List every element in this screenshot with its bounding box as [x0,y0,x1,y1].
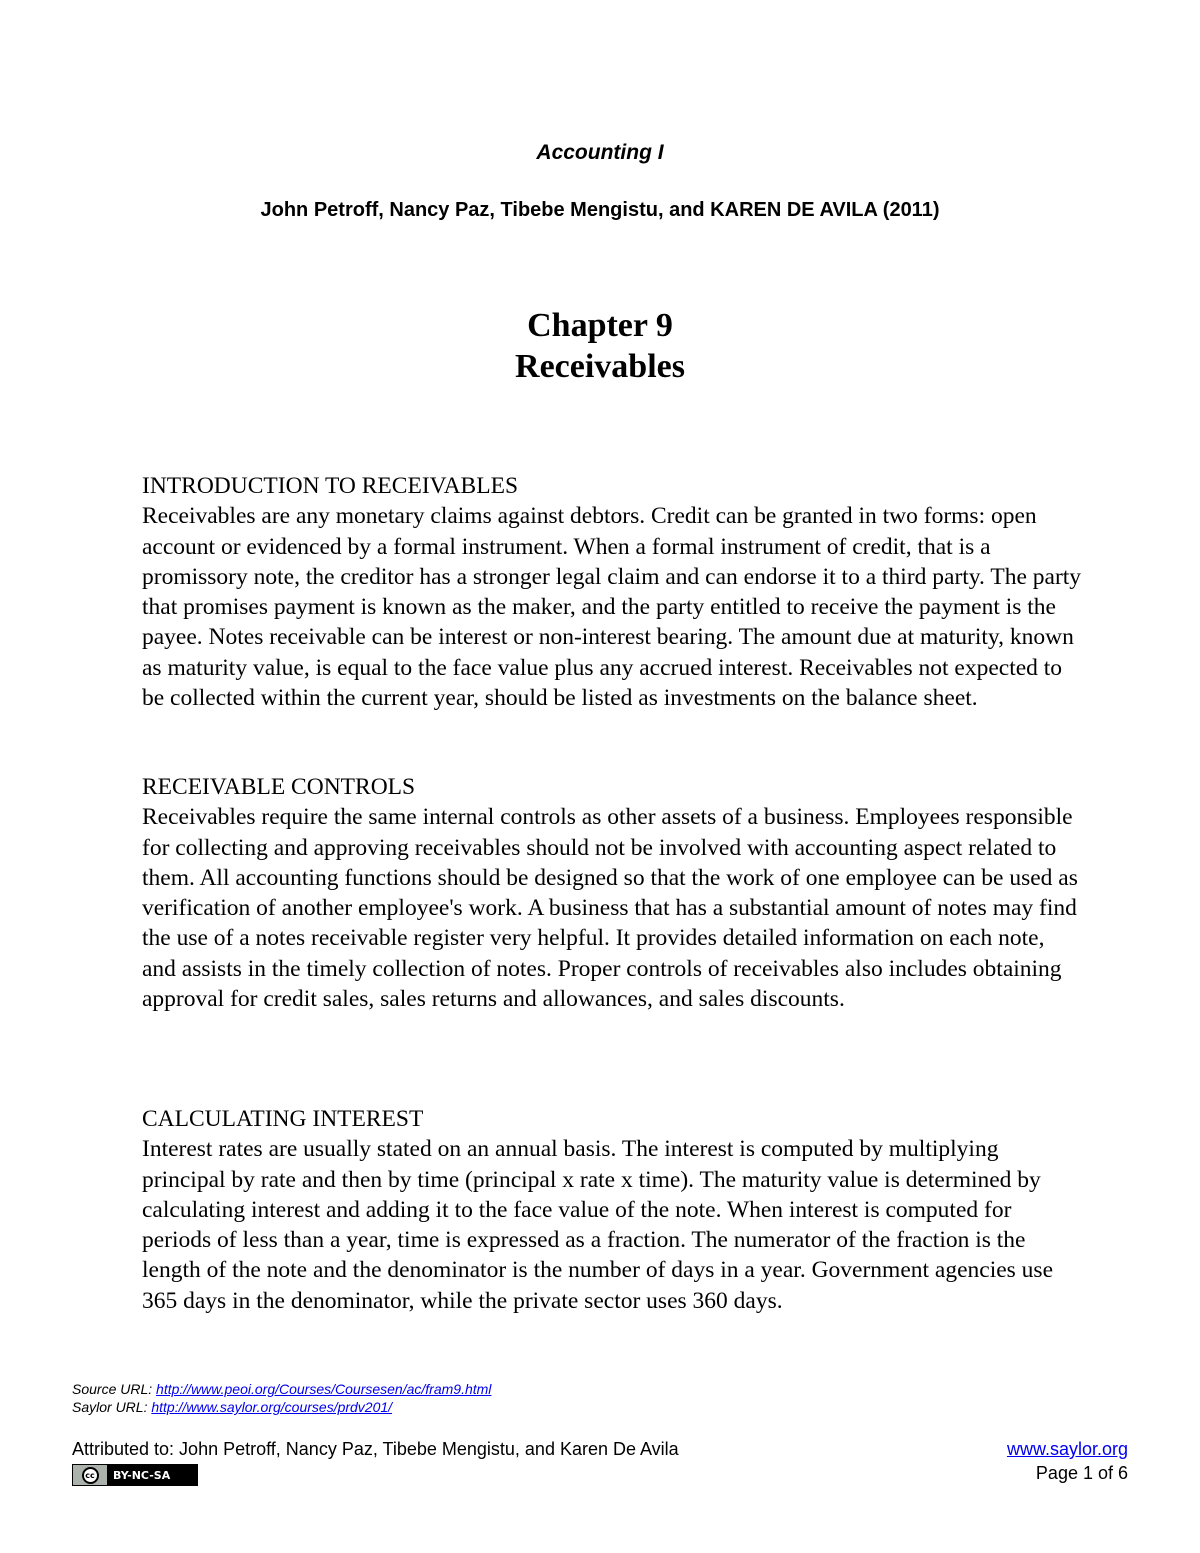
saylor-url-line [72,1398,491,1416]
section-body: Receivables require the same internal controls as other assets of a business. Employees responsible for collecting and approving receivables should not be involved with accounting aspect related to them. All accounting functions should be designed so that the work of one employee can be used as verification of another employee's work. A business that has a substantial amount of notes may find the use of a notes receivable register very helpful. It provides detailed information on each note, and assists in the timely collection of notes. Proper controls of receivables also includes obtaining approval for credit sales, sales returns and allowances, and sales discounts. [142,804,1078,1013]
license-badge[interactable] [72,1464,198,1486]
section-receivable-controls [142,772,1082,1014]
chapter-number: Chapter 9 [527,307,673,344]
cc-logo [73,1465,107,1485]
source-urls [72,1380,491,1416]
saylor-url-label: Saylor URL: [72,1399,152,1415]
attribution-text: Attributed to: John Petroff, Nancy Paz, Tibebe Mengistu, and Karen De Avila [72,1439,679,1459]
source-url-link[interactable]: http://www.peoi.org/Courses/Coursesen/ac/fram9.html [156,1381,492,1397]
saylor-url-link[interactable]: http://www.saylor.org/courses/prdv201/ [151,1399,393,1415]
section-heading: RECEIVABLE CONTROLS [142,774,416,800]
source-url-line [72,1380,491,1398]
section-introduction [142,471,1082,713]
section-body: Receivables are any monetary claims against debtors. Credit can be granted in two forms: open account or evidenced by a formal instrument. When a formal instrument of credit, that is a promissory note, the creditor has a stronger legal claim and can endorse it to a third party. The party that promises payment is known as the maker, and the party entitled to receive the payment is the payee. Notes receivable can be interest or non-interest bearing. The amount due at maturity, known as maturity value, is equal to the face value plus any accrued interest. Receivables not expected to be collected within the current year, should be listed as investments on the balance sheet. [142,503,1082,712]
authors-line: John Petroff, Nancy Paz, Tibebe Mengistu, and KAREN DE AVILA (2011) [260,199,940,221]
course-title: Accounting I [536,141,664,164]
section-heading: CALCULATING INTEREST [142,1106,424,1132]
section-body: Interest rates are usually stated on an annual basis. The interest is computed by multiplying principal by rate and then by time (principal x rate x time). The maturity value is determined by calculating interest and adding it to the face value of the note. When interest is computed for periods of less than a year, time is expressed as a fraction. The numerator of the fraction is the length of the note and the denominator is the number of days in a year. Government agencies use 365 days in the denominator, while the private sector uses 360 days. [142,1136,1054,1314]
source-url-label: Source URL: [72,1381,157,1397]
section-heading: INTRODUCTION TO RECEIVABLES [142,473,519,499]
saylor-site-link[interactable]: www.saylor.org [1006,1439,1128,1459]
page-number: Page 1 of 6 [1035,1463,1128,1483]
chapter-title: Receivables [515,348,685,385]
section-calculating-interest [142,1104,1082,1316]
license-badge-text: BY-NC-SA [113,1468,171,1482]
cc-icon: cc [82,1467,99,1484]
